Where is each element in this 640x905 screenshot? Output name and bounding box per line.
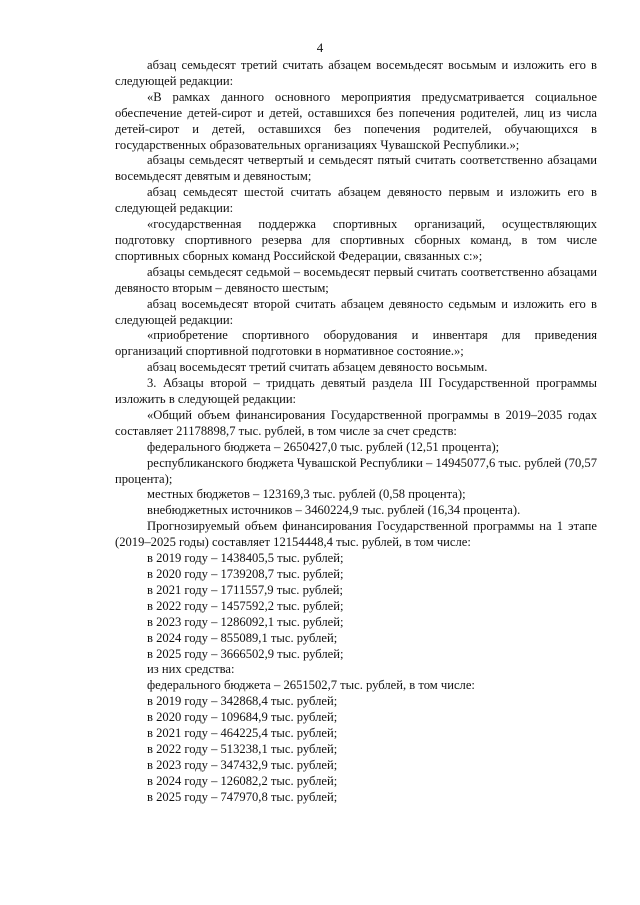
list-item: в 2024 году – 126082,2 тыс. рублей; (147, 773, 338, 788)
list-item: в 2025 году – 747970,8 тыс. рублей; (147, 789, 338, 804)
list-item: в 2019 году – 1438405,5 тыс. рублей; (147, 551, 344, 566)
list-item: в 2025 году – 3666502,9 тыс. рублей; (147, 646, 344, 661)
paragraph: абзац восемьдесят второй считать абзацем девяносто седьмым и изложить его в следующей редакции: (115, 296, 597, 327)
list-item: в 2024 году – 855089,1 тыс. рублей; (147, 630, 338, 645)
paragraph: абзацы семьдесят четвертый и семьдесят пятый считать соответственно абзацами восемьдесят девятым и девяностым; (115, 153, 597, 184)
paragraph: абзац семьдесят шестой считать абзацем девяносто первым и изложить его в следующей редакции: (115, 185, 597, 216)
list-item: в 2021 году – 464225,4 тыс. рублей; (147, 726, 338, 741)
paragraph: федерального бюджета – 2651502,7 тыс. рублей, в том числе: (147, 678, 475, 693)
list-item: в 2022 году – 1457592,2 тыс. рублей; (147, 598, 344, 613)
paragraph: Прогнозируемый объем финансирования Государственной программы на 1 этапе (2019–2025 годы) составляет 12154448,4 тыс. рублей, в том числе: (115, 519, 597, 550)
paragraph: местных бюджетов – 123169,3 тыс. рублей (0,58 процента); (147, 487, 466, 502)
paragraph: «государственная поддержка спортивных организаций, осуществляющих подготовку спортивного резерва для спортивных сборных команд, в том числе спортивных сборных команд Российской Федерации, связанных с:»; (115, 217, 597, 263)
paragraph: республиканского бюджета Чувашской Республики – 14945077,6 тыс. рублей (70,57 процента); (115, 455, 597, 486)
paragraph: внебюджетных источников – 3460224,9 тыс. рублей (16,34 процента). (147, 503, 521, 518)
list-item: в 2020 году – 1739208,7 тыс. рублей; (147, 567, 344, 581)
page-number: 4 (316, 40, 324, 55)
paragraph: абзац семьдесят третий считать абзацем восемьдесят восьмым и изложить его в следующей редакции: (115, 58, 597, 88)
paragraph: 3. Абзацы второй – тридцать девятый раздела III Государственной программы изложить в следующей редакции: (115, 376, 597, 407)
paragraph: абзац восемьдесят третий считать абзацем девяносто восьмым. (147, 360, 488, 375)
list-item: в 2023 году – 1286092,1 тыс. рублей; (147, 614, 344, 629)
list-item: в 2022 году – 513238,1 тыс. рублей; (147, 741, 338, 756)
paragraph: абзацы семьдесят седьмой – восемьдесят первый считать соответственно абзацами девяносто вторым – девяносто шестым; (115, 264, 597, 295)
paragraph: «Общий объем финансирования Государственной программы в 2019–2035 годах составляет 21178898,7 тыс. рублей, в том числе за счет средств: (115, 407, 597, 438)
list-item: в 2021 году – 1711557,9 тыс. рублей; (147, 582, 344, 597)
list-item: в 2023 году – 347432,9 тыс. рублей; (147, 757, 338, 772)
list-item: в 2019 году – 342868,4 тыс. рублей; (147, 694, 338, 709)
document-body (115, 58, 597, 806)
paragraph: из них средства: (147, 662, 235, 677)
list-item: в 2020 году – 109684,9 тыс. рублей; (147, 710, 338, 725)
paragraph: «приобретение спортивного оборудования и инвентаря для приведения организаций спортивной подготовки в нормативное состояние.»; (115, 328, 597, 359)
paragraph: федерального бюджета – 2650427,0 тыс. рублей (12,51 процента); (147, 439, 500, 454)
paragraph: «В рамках данного основного мероприятия предусматривается социальное обеспечение детей-сирот и детей, оставшихся без попечения родителей, лиц из числа детей-сирот и детей, оставшихся без попечения родителей, обучающихся в государственных образовательных организациях Чувашской Республики.»; (115, 89, 597, 152)
